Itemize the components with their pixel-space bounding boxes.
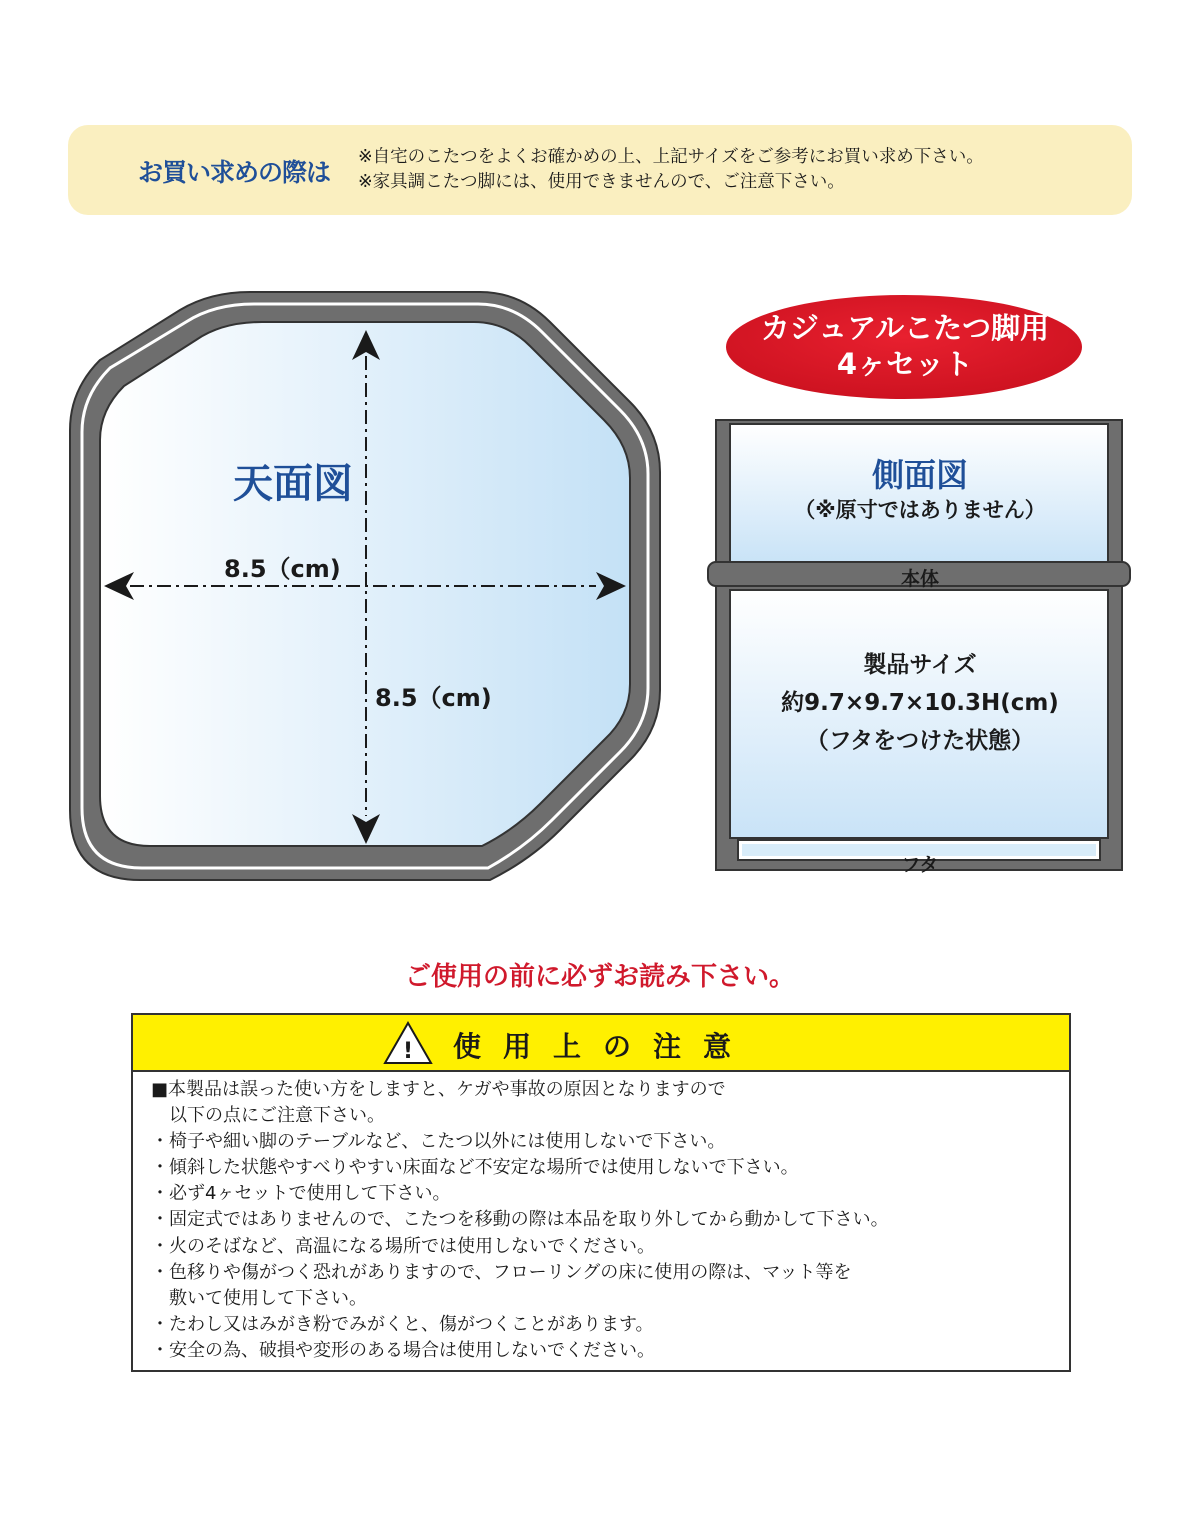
caution-box [131, 1013, 1071, 1372]
caution-item: ・必ず4ヶセットで使用して下さい。 [151, 1183, 451, 1205]
badge-line-1: カジュアルこたつ脚用 [760, 311, 1050, 345]
caution-item: ・椅子や細い脚のテーブルなど、こたつ以外には使用しないで下さい。 [151, 1131, 726, 1153]
read-before-use-heading: ご使用の前に必ずお読み下さい。 [404, 962, 795, 992]
set-badge [727, 296, 1083, 398]
lid-part-label: フタ [901, 854, 939, 876]
width-dimension-label: 8.5（cm) [224, 555, 341, 583]
height-dimension-label: 8.5（cm) [375, 684, 492, 712]
warning-triangle-icon [382, 1020, 434, 1066]
notice-label: お買い求めの際は [138, 158, 331, 187]
top-view-title: 天面図 [233, 461, 353, 507]
svg-text:!: ! [402, 1039, 414, 1064]
size-value: 約9.7×9.7×10.3H(cm) [781, 690, 1059, 716]
caution-item: 以下の点にご注意下さい。 [151, 1105, 385, 1127]
caution-list [151, 1077, 889, 1364]
caution-header [133, 1015, 1069, 1072]
side-view-title: 側面図 [871, 456, 968, 494]
caution-item: ・火のそばなど、高温になる場所では使用しないでください。 [151, 1235, 655, 1257]
caution-item: ■本製品は誤った使い方をしますと、ケガや事故の原因となりますので [151, 1079, 726, 1100]
badge-line-2: 4ヶセット [836, 347, 974, 381]
caution-item: ・たわし又はみがき粉でみがくと、傷がつくことがあります。 [151, 1313, 654, 1335]
caution-item: 敷いて使用して下さい。 [151, 1287, 367, 1309]
notice-line: ※家具調こたつ脚には、使用できませんので、ご注意下さい。 [358, 172, 845, 192]
size-note: （フタをつけた状態） [805, 728, 1035, 754]
caution-item: ・傾斜した状態やすべりやすい床面など不安定な場所では使用しないで下さい。 [151, 1157, 799, 1179]
product-size-block [720, 646, 1120, 760]
caution-item: ・安全の為、破損や変形のある場合は使用しないでください。 [151, 1339, 655, 1361]
notice-line: ※自宅のこたつをよくお確かめの上、上記サイズをご参考にお買い求め下さい。 [358, 147, 984, 167]
caution-item: ・固定式ではありませんので、こたつを移動の際は本品を取り外してから動かして下さい。 [151, 1209, 889, 1231]
caution-title: 使用上の注意 [453, 1030, 754, 1063]
caution-item: ・色移りや傷がつく恐れがありますので、フローリングの床に使用の際は、マット等を [151, 1261, 852, 1283]
body-part-label: 本体 [900, 568, 939, 590]
side-view-subtitle: （※原寸ではありません） [794, 498, 1046, 522]
size-heading: 製品サイズ [863, 652, 977, 678]
